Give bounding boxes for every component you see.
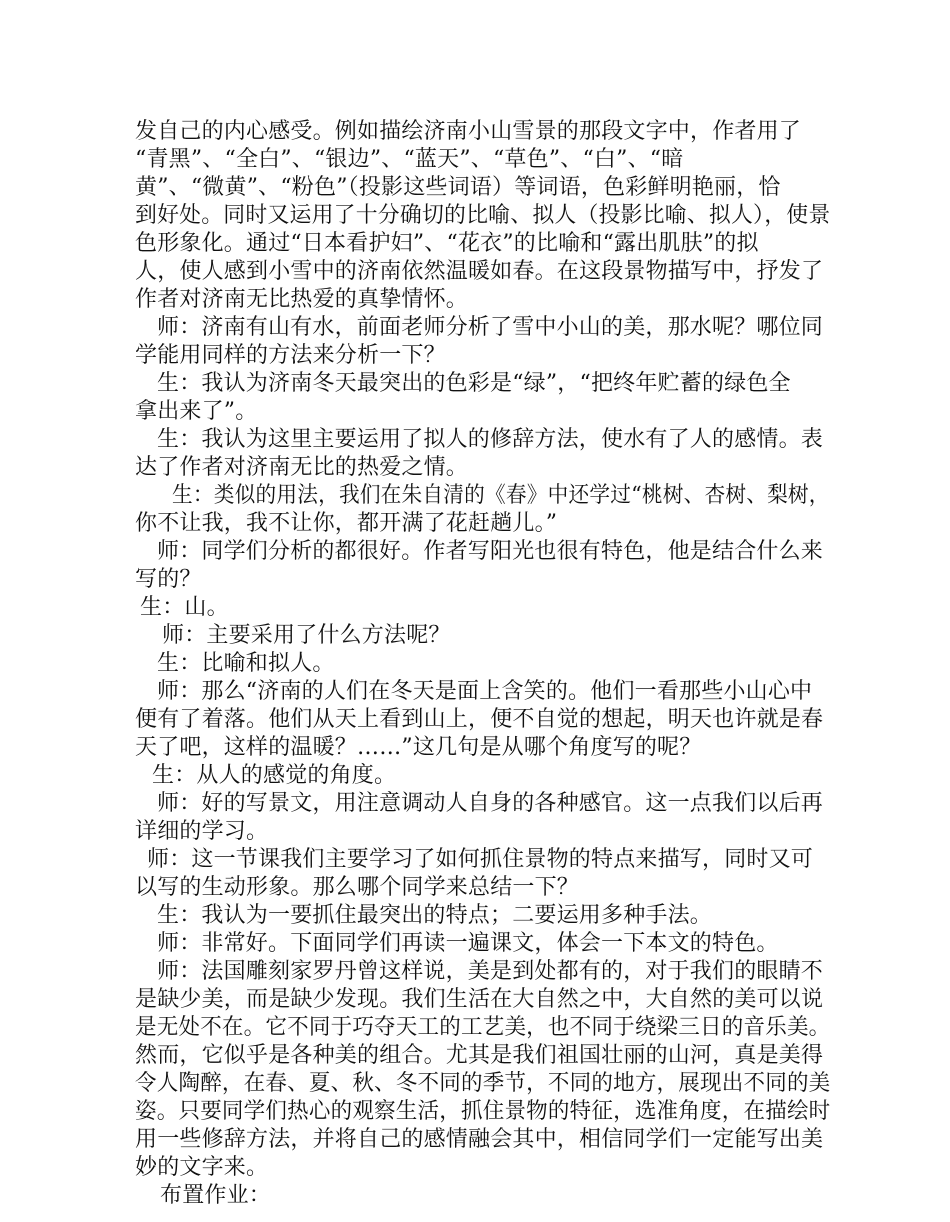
text-line: 然而，它似乎是各种美的组合。尤其是我们祖国壮丽的山河，真是美得 bbox=[135, 1043, 824, 1068]
text-line: 生：我认为济南冬天最突出的色彩是“绿”，“把终年贮蓄的绿色全 bbox=[157, 371, 791, 396]
text-line: 黄”、“微黄”、“粉色”（投影这些词语）等词语，色彩鲜明艳丽，恰 bbox=[135, 175, 781, 200]
text-line: 师：同学们分析的都很好。作者写阳光也很有特色，他是结合什么来 bbox=[157, 539, 824, 564]
text-line: 师：主要采用了什么方法呢？ bbox=[162, 623, 451, 648]
text-line: 师：好的写景文，用注意调动人自身的各种感官。这一点我们以后再 bbox=[157, 791, 824, 816]
text-line: 你不让我，我不让你，都开满了花赶趟儿。” bbox=[135, 511, 558, 536]
text-line: 生：山。 bbox=[140, 595, 229, 620]
text-line: 到好处。同时又运用了十分确切的比喻、拟人（投影比喻、拟人），使景 bbox=[135, 203, 831, 228]
text-line: 作者对济南无比热爱的真挚情怀。 bbox=[135, 287, 469, 312]
text-line: 学能用同样的方法来分析一下？ bbox=[135, 343, 446, 368]
text-line: 生：我认为这里主要运用了拟人的修辞方法，使水有了人的感情。表 bbox=[157, 427, 824, 452]
text-line: 发自己的内心感受。例如描绘济南小山雪景的那段文字中，作者用了 bbox=[135, 119, 802, 144]
text-line: 是缺少美，而是缺少发现。我们生活在大自然之中，大自然的美可以说 bbox=[135, 987, 824, 1012]
text-line: 布置作业： bbox=[160, 1183, 272, 1208]
text-line: 师：法国雕刻家罗丹曾这样说，美是到处都有的，对于我们的眼睛不 bbox=[157, 959, 824, 984]
text-line: 便有了着落。他们从天上看到山上，便不自觉的想起，明天也许就是春 bbox=[135, 707, 824, 732]
text-line: 师：非常好。下面同学们再读一遍课文，体会一下本文的特色。 bbox=[157, 931, 779, 956]
text-line: 师：这一节课我们主要学习了如何抓住景物的特点来描写，同时又可 bbox=[147, 847, 814, 872]
text-line: 写的？ bbox=[135, 567, 202, 592]
text-line: 天了吧，这样的温暖？……”这几句是从哪个角度写的呢？ bbox=[135, 735, 702, 760]
text-line: “青黑”、“全白”、“银边”、“蓝天”、“草色”、“白”、“暗 bbox=[135, 147, 684, 172]
text-line: 师：那么“济南的人们在冬天是面上含笑的。他们一看那些小山心中 bbox=[157, 679, 813, 704]
text-line: 达了作者对济南无比的热爱之情。 bbox=[135, 455, 469, 480]
text-line: 详细的学习。 bbox=[135, 819, 269, 844]
text-line: 是无处不在。它不同于巧夺天工的工艺美，也不同于绕梁三日的音乐美。 bbox=[135, 1015, 831, 1040]
text-line: 师：济南有山有水，前面老师分析了雪中小山的美，那水呢？哪位同 bbox=[157, 315, 824, 340]
text-line: 生：从人的感觉的角度。 bbox=[152, 763, 397, 788]
text-line: 生：比喻和拟人。 bbox=[157, 651, 335, 676]
text-line: 色形象化。通过“日本看护妇”、“花衣”的比喻和“露出肌肤”的拟 bbox=[135, 231, 759, 256]
text-line: 妙的文字来。 bbox=[135, 1155, 269, 1180]
text-line: 生：我认为一要抓住最突出的特点；二要运用多种手法。 bbox=[157, 903, 713, 928]
text-line: 姿。只要同学们热心的观察生活，抓住景物的特征，选准角度，在描绘时 bbox=[135, 1099, 831, 1124]
text-line: 生：类似的用法，我们在朱自清的《春》中还学过“桃树、杏树、梨树， bbox=[172, 483, 830, 508]
text-line: 以写的生动形象。那么哪个同学来总结一下？ bbox=[135, 875, 580, 900]
text-line: 令人陶醉，在春、夏、秋、冬不同的季节，不同的地方，展现出不同的美 bbox=[135, 1071, 831, 1096]
text-line: 拿出来了”。 bbox=[135, 399, 258, 424]
text-line: 人，使人感到小雪中的济南依然温暖如春。在这段景物描写中，抒发了 bbox=[135, 259, 824, 284]
text-line: 用一些修辞方法，并将自己的感情融会其中，相信同学们一定能写出美 bbox=[135, 1127, 824, 1152]
